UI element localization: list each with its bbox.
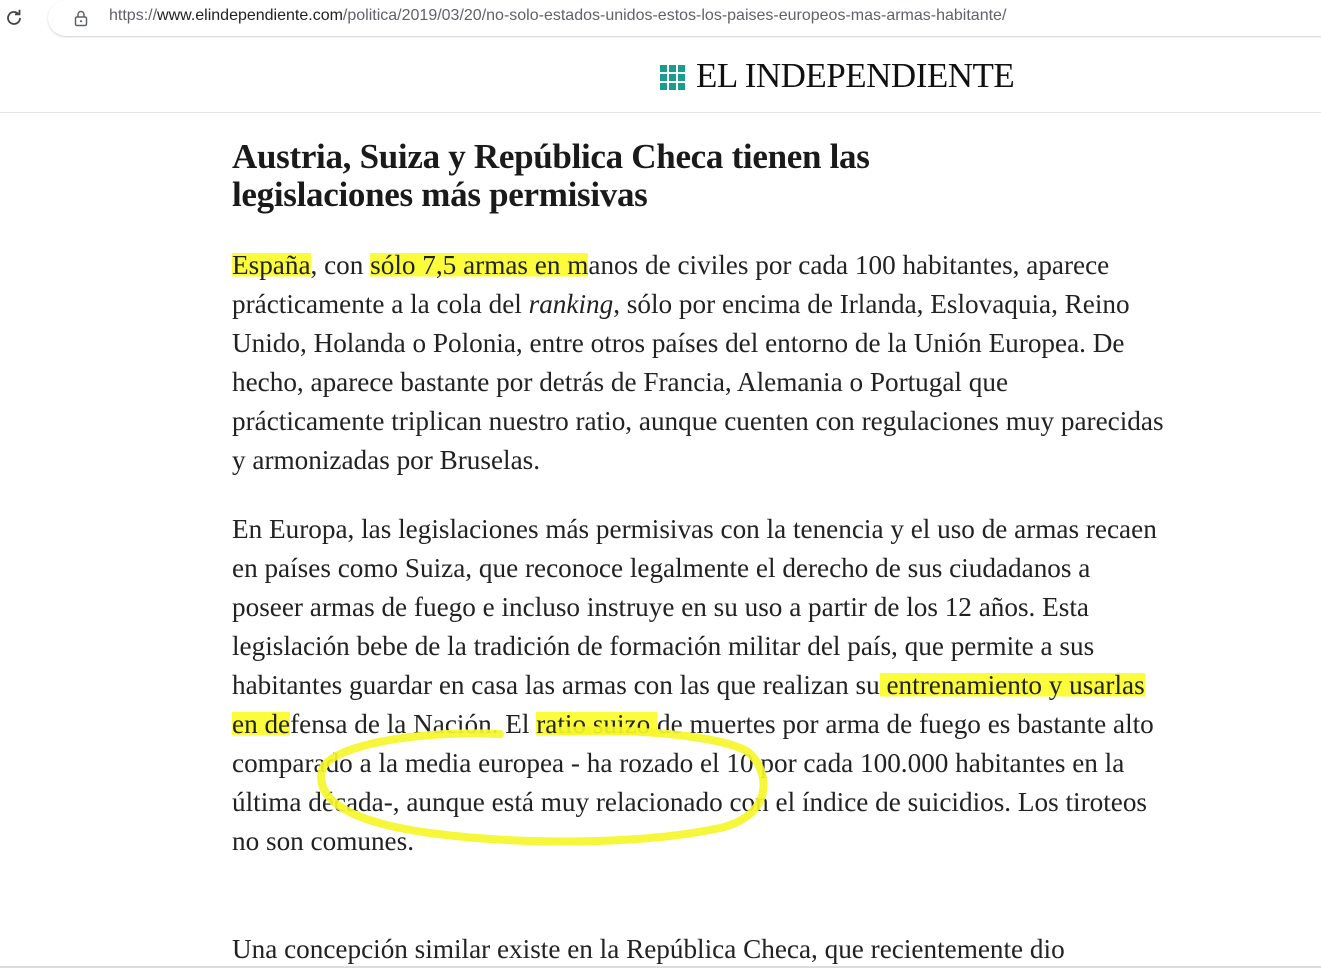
- browser-toolbar: [0, 0, 1321, 38]
- paragraph-1-text: anos de civiles por cada 100 habitantes, aparece prácticamente a la cola del: [232, 250, 1110, 319]
- highlight-armas: sólo 7,5 armas en m: [370, 250, 589, 280]
- url-path: /politica/2019/03/20/no-solo-estados-unidos-estos-los-paises-europeos-mas-armas-habitante/: [342, 7, 1007, 24]
- article-body: [232, 137, 1167, 964]
- paragraph-3: Una concepción similar existe en la República Checa, que recientemente dio: [232, 934, 1065, 964]
- paragraph-2: [232, 510, 1167, 861]
- highlight-entrenamiento: entrenamiento y usarlas en de: [232, 670, 1145, 739]
- paragraph-1: [232, 246, 1167, 480]
- brand-logo-icon[interactable]: [660, 65, 685, 90]
- url-text[interactable]: [109, 7, 1006, 25]
- bottom-divider: [0, 966, 1321, 968]
- highlight-espana: España: [232, 250, 311, 280]
- url-host: www.elindependiente.com: [157, 7, 343, 24]
- reload-icon[interactable]: [2, 6, 26, 30]
- highlight-ratio-suizo: ratio suizo: [536, 709, 658, 739]
- paragraph-1-text: , con: [310, 250, 371, 280]
- lock-icon[interactable]: [72, 9, 90, 27]
- brand-name[interactable]: EL INDEPENDIENTE: [696, 56, 1015, 95]
- section-heading: Austria, Suiza y República Checa tienen las legislaciones más permisivas: [232, 137, 870, 214]
- paragraph-2-text: de muertes por arma de fuego es bastante alto comparado a la media europea - ha rozado el 10 por cada 100.000 habitantes en la última década-, aunque está muy relacionado con el índice de suicidios. Los tiroteos no son comunes.: [232, 709, 1154, 856]
- site-header: [0, 38, 1321, 113]
- url-scheme: https://: [109, 7, 158, 24]
- paragraph-2-text: En Europa, las legislaciones más permisivas con la tenencia y el uso de armas recaen en países como Suiza, que reconoce legalmente el derecho de sus ciudadanos a poseer armas de fuego e incluso instruye en su uso a partir de los 12 años. Esta legislación bebe de la tradición de formación militar del país, que permite a sus habitantes guardar en casa las armas con las que realizan su: [232, 514, 1157, 700]
- paragraph-2-text: fensa de la Nación. El: [290, 709, 537, 739]
- ranking-emphasis: ranking: [528, 289, 614, 319]
- address-bar[interactable]: [48, 0, 1321, 36]
- paragraph-1-text: , sólo por encima de Irlanda, Eslovaquia, Reino Unido, Holanda o Polonia, entre otros países del entorno de la Unión Europea. De hecho, aparece bastante por detrás de Francia, Alemania o Portugal que prácticamente triplican nuestro ratio, aunque cuenten con regulaciones muy parecidas y armonizadas por Bruselas.: [232, 289, 1164, 475]
